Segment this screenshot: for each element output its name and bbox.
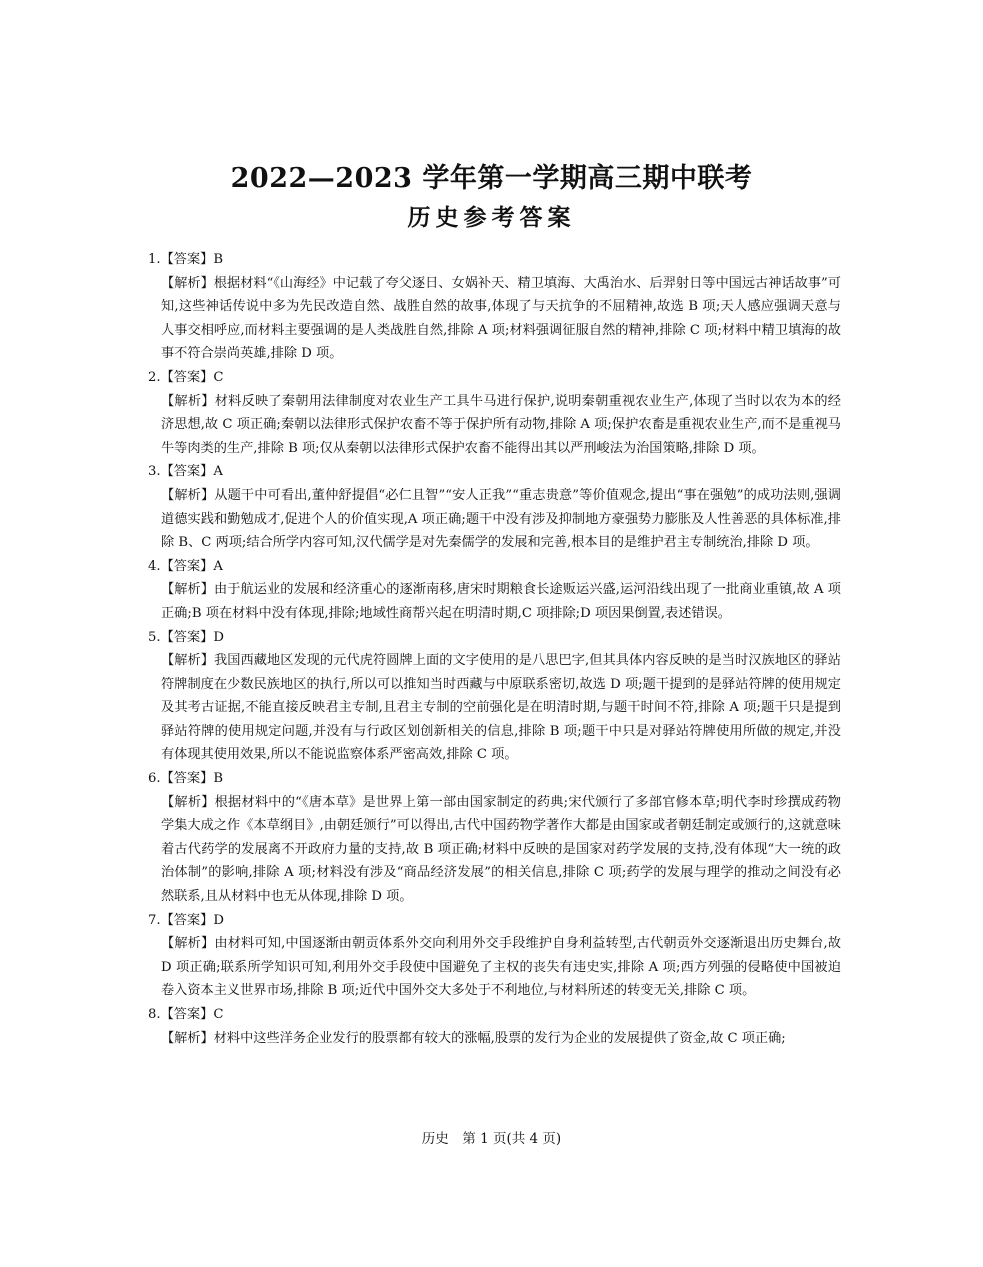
explanation-paragraph: 【解析】根据材料“《山海经》中记载了夸父逐日、女娲补天、精卫填海、大禹治水、后羿射日等中国远古神话故事”可知,这些神话传说中多为先民改造自然、战胜自然的故事,体现了与天抗争的不屈精神,故选 B 项;天人感应强调天意与人事交相呼应,而材料主要强调的是人类战胜自然,排除 A 项;材料强调征服自然的精神,排除 C 项;材料中精卫填海的故事不符合崇尚英雄,排除 D 项。 — [161, 275, 841, 362]
question-item-4 — [143, 555, 841, 626]
page-footer: 历史 第 1 页(共 4 页) — [421, 1131, 562, 1147]
question-item-6 — [143, 767, 841, 909]
question-item-2 — [143, 366, 841, 460]
answer-line: 1.【答案】B — [148, 252, 224, 267]
answer-line: 4.【答案】A — [148, 558, 223, 574]
explanation-paragraph: 【解析】材料中这些洋务企业发行的股票都有较大的涨幅,股票的发行为企业的发展提供了资金,故 C 项正确; — [161, 1030, 786, 1046]
explanation-paragraph: 【解析】由于航运业的发展和经济重心的逐渐南移,唐宋时期粮食长途贩运兴盛,运河沿线出现了一批商业重镇,故 A 项正确;B 项在材料中没有体现,排除;地域性商帮兴起在明清时期,C 项排除;D 项因果倒置,表述错误。 — [161, 582, 841, 621]
explanation-paragraph: 【解析】根据材料中的“《唐本草》是世界上第一部由国家制定的药典;宋代颁行了多部官修本草;明代李时珍撰成药物学集大成之作《本草纲目》,由朝廷颁行”可以得出,古代中国药物学著作大都是由国家或者朝廷制定或颁行的,这就意味着古代药学的发展离不开政府力量的支持,故 B 项正确;材料中反映的是国家对药学发展的支持,没有体现“大一统的政治体制”的影响,排除 A 项;材料没有涉及“商品经济发展”的相关信息,排除 C 项;药学的发展与理学的推动之间没有必然联系,且从材料中也无从体现,排除 D 项。 — [161, 794, 841, 905]
answer-line: 5.【答案】D — [148, 629, 224, 645]
explanation-paragraph: 【解析】从题干中可看出,董仲舒提倡“必仁且智”“安人正我”“重志贵意”等价值观念,提出“事在强勉”的成功法则,强调道德实践和勤勉成才,促进个人的价值实现,A 项正确;题干中没有涉及抑制地方豪强势力膨胀及人性善恶的具体标准,排除 B、C 两项;结合所学内容可知,汉代儒学是对先秦儒学的发展和完善,根本目的是维护君主专制统治,排除 D 项。 — [161, 487, 841, 551]
explanation-paragraph: 【解析】我国西藏地区发现的元代虎符圆牌上面的文字使用的是八思巴字,但其具体内容反映的是当时汉族地区的驿站符牌制度在少数民族地区的执行,所以可以推知当时西藏与中原联系密切,故选 D 项;题干提到的是驿站符牌的使用规定及其考古证据,不能直接反映君主专制,且君主专制的空前强化是在明清时期,与题干时间不符,排除 A 项;题干只是提到驿站符牌的使用规定问题,并没有与行政区划创新相关的信息,排除 B 项;题干中只是对驿站符牌使用所做的规定,并没有体现其使用效果,所以不能说监察体系严密高效,排除 C 项。 — [161, 653, 841, 763]
answer-line: 8.【答案】C — [148, 1007, 224, 1022]
answer-line: 6.【答案】B — [148, 771, 224, 787]
answer-line: 7.【答案】D — [148, 912, 224, 928]
question-item-3 — [143, 460, 841, 554]
answer-line: 2.【答案】C — [148, 369, 224, 385]
explanation-paragraph: 【解析】由材料可知,中国逐渐由朝贡体系外交向利用外交手段维护自身利益转型,古代朝贡外交逐渐退出历史舞台,故 D 项正确;联系所学知识可知,利用外交手段使中国避免了主权的丧失有违史实,排除 A 项;西方列强的侵略使中国被迫卷入资本主义世界市场,排除 B 项;近代中国外交大多处于不利地位,与材料所述的转变无关,排除 C 项。 — [161, 936, 841, 999]
page-title: 2022—2023 学年第一学期高三期中联考 — [230, 163, 753, 194]
page-subtitle: 历史参考答案 — [407, 204, 576, 231]
answer-list — [143, 248, 841, 1050]
question-item-5 — [143, 626, 841, 768]
question-item-1 — [143, 248, 841, 366]
question-item-8 — [143, 1003, 841, 1050]
answer-line: 3.【答案】A — [148, 464, 223, 480]
question-item-7 — [143, 909, 841, 1003]
explanation-paragraph: 【解析】材料反映了秦朝用法律制度对农业生产工具牛马进行保护,说明秦朝重视农业生产,体现了当时以农为本的经济思想,故 C 项正确;秦朝以法律形式保护农畜不等于保护所有动物,排除 A 项;保护农畜是重视农业生产,而不是重视马牛等肉类的生产,排除 B 项;仅从秦朝以法律形式保护农畜不能得出其以严刑峻法为治国策略,排除 D 项。 — [161, 393, 841, 456]
